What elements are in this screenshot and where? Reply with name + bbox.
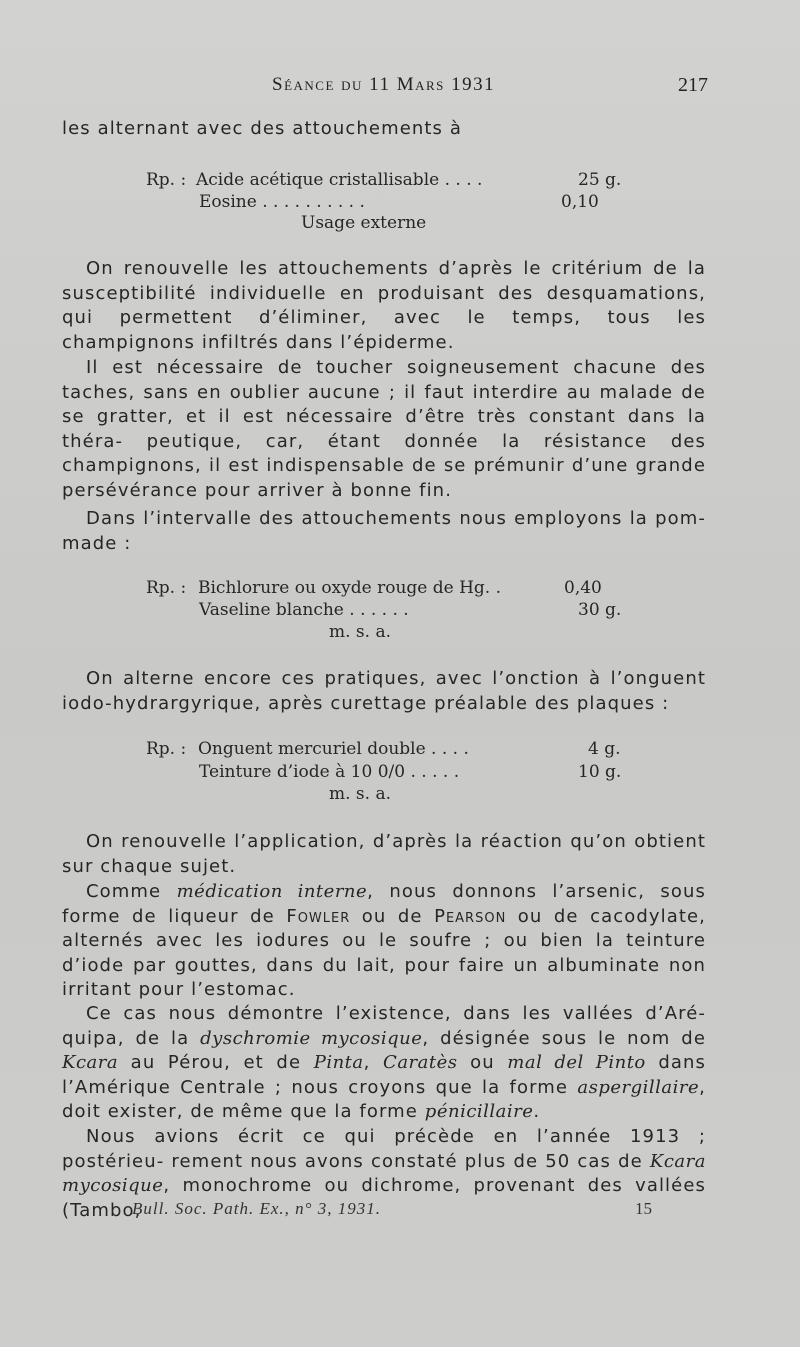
ingredient-name: Teinture d’iode à 10 0/0 . . . . . — [199, 762, 460, 782]
ingredient-name: Acide acétique cristallisable . . . . — [196, 170, 483, 190]
rp-label: Rp. : — [146, 170, 187, 190]
ingredient-quantity: 4 g. — [588, 739, 621, 759]
paragraph-1: les alternant avec des attouchements à — [62, 118, 462, 139]
paragraph-9: Nous avions écrit ce qui précède en l’année 1913 ; postérieu- rement nous avons constaté plus de 50 cas de Kcara mycosique, monochrome ou dichrome, provenant des vallées (Tambo, — [62, 1126, 706, 1221]
signature-mark: 15 — [635, 1199, 652, 1218]
msa-note: m. s. a. — [329, 784, 391, 804]
ingredient-quantity: 0,10 — [561, 192, 599, 212]
ingredient-quantity: 0,40 — [564, 578, 602, 598]
msa-note: m. s. a. — [329, 622, 391, 642]
paragraph-3: Il est nécessaire de toucher soigneusement chacune des taches, sans en oublier aucune ; il faut interdire au malade de se gratter, et il est nécessaire d’être très constant dans la théra- peutique, car, étant donnée la résistance des champignons, il est indispensable de se prémunir d’une grande persévérance pour arriver à bonne fin. — [62, 357, 706, 501]
paragraph-7: Comme médication interne, nous donnons l’arsenic, sous forme de liqueur de Fowler ou de Pearson ou de cacodylate, alternés avec les iodures ou le soufre ; ou bien la teinture d’iode par gouttes, dans du lait, pour faire un albuminate non irritant pour l’estomac. — [62, 881, 706, 1000]
running-title: Séance du 11 Mars 1931 — [272, 74, 496, 95]
ingredient-quantity: 30 g. — [578, 600, 622, 620]
paragraph-8: Ce cas nous démontre l’existence, dans les vallées d’Aré- quipa, de la dyschromie mycosique, désignée sous le nom de Kcara au Pérou, et de Pinta, Caratès ou mal del Pinto dans l’Amérique Centrale ; nous croyons que la forme aspergillaire, doit exister, de même que la forme pénicillaire. — [62, 1003, 706, 1122]
ingredient-quantity: 25 g. — [578, 170, 622, 190]
ingredient-quantity: 10 g. — [578, 762, 622, 782]
paragraph-2: On renouvelle les attouchements d’après le critérium de la susceptibilité individuelle en produisant des desquamations, qui permettent d’éliminer, avec le temps, tous les champignons infiltrés dans l’épiderme. — [62, 258, 706, 353]
paragraph-5: On alterne encore ces pratiques, avec l’onction à l’onguent iodo-hydrargyrique, après curettage préalable des plaques : — [62, 668, 706, 714]
rp-label: Rp. : — [146, 578, 187, 598]
rp-label: Rp. : — [146, 739, 187, 759]
journal-citation: Bull. Soc. Path. Ex., n° 3, 1931. — [132, 1199, 381, 1218]
page-footer — [132, 1199, 652, 1225]
paragraph-6: On renouvelle l’application, d’après la réaction qu’on obtient sur chaque sujet. — [62, 831, 706, 877]
page-number: 217 — [678, 74, 708, 96]
ingredient-name: Eosine . . . . . . . . . . — [199, 192, 365, 212]
paragraph-4: Dans l’intervalle des attouchements nous employons la pom- made : — [62, 508, 706, 554]
usage-note: Usage externe — [301, 213, 427, 233]
ingredient-name: Vaseline blanche . . . . . . — [199, 600, 409, 620]
page-header — [62, 74, 708, 104]
ingredient-name: Onguent mercuriel double . . . . — [198, 739, 469, 759]
ingredient-name: Bichlorure ou oxyde rouge de Hg. . — [198, 578, 502, 598]
